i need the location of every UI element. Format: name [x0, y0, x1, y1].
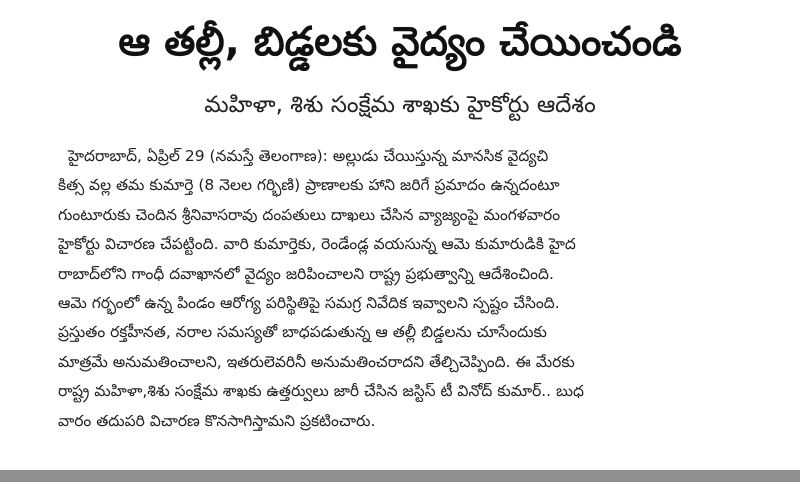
body-line: రాబాద్‌లోని గాంధీ దవాఖానలో వైద్యం జరిపించాలని రాష్ట్ర ప్రభుత్వాన్ని ఆదేశించింది.: [58, 264, 554, 283]
body-line: ప్రస్తుతం రక్తహీనత, నరాల సమస్యతో బాధపడుతున్న ఆ తల్లీ బిడ్డలను చూసేందుకు: [58, 323, 547, 342]
body-line: గుంటూరుకు చెందిన శ్రీనివాసరావు దంపతులు దాఖలు చేసిన వ్యాజ్యంపై మంగళవారం: [58, 205, 561, 224]
subheadline: మహిళా, శిశు సంక్షేమ శాఖకు హైకోర్టు ఆదేశం: [204, 92, 596, 118]
body-line: హైకోర్టు విచారణ చేపట్టింది. వారి కుమార్తెకు, రెండేండ్ల వయసున్న ఆమె కుమారుడికి హైద: [58, 235, 576, 254]
body-line: ఆమె గర్భంలో ఉన్న పిండం ఆరోగ్య పరిస్థితిపై సమగ్ర నివేదిక ఇవ్వాలని స్పష్టం చేసింది.: [58, 293, 560, 312]
body-line: కిత్స వల్ల తమ కుమార్తె (8 నెలల గర్భిణి) ప్రాణాలకు హాని జరిగే ప్రమాదం ఉన్నదంటూ: [58, 176, 560, 195]
body-line: వారం తదుపరి విచారణ కొనసాగిస్తామని ప్రకటించారు.: [58, 411, 376, 430]
body-line: హైదరాబాద్, ఏప్రిల్ 29 (నమస్తే తెలంగాణ): అల్లుడు చేయిస్తున్న మానసిక వైద్యచి: [68, 147, 549, 165]
body-line: మాత్రమే అనుమతించాలని, ఇతరులెవరినీ అనుమతించరాదని తేల్చిచెప్పింది. ఈ మేరకు: [58, 352, 575, 371]
headline: ఆ తల్లీ, బిడ్డలకు వైద్యం చేయించండి: [118, 19, 682, 65]
bottom-divider: [0, 470, 800, 482]
body-line: రాష్ట్ర మహిళా,శిశు సంక్షేమ శాఖకు ఉత్తర్వులు జారీ చేసిన జస్టిస్ టీ వినోద్ కుమార్.. బుధ: [58, 382, 584, 401]
article-body: [58, 142, 748, 436]
